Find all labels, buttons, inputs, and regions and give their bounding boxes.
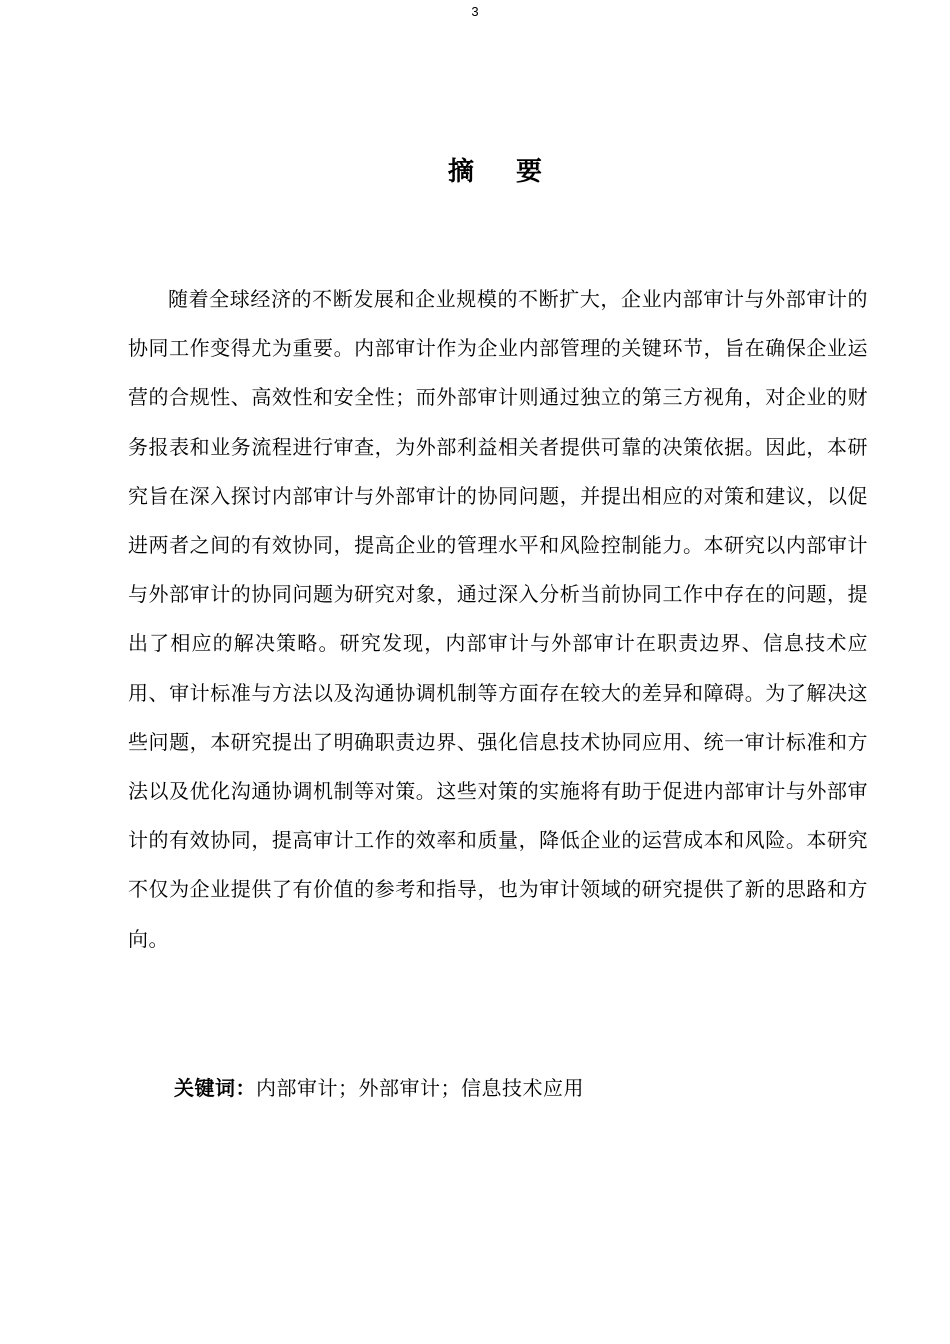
abstract-title-char-2: 要 bbox=[516, 157, 543, 187]
keywords-line bbox=[174, 1070, 868, 1106]
page-number: 3 bbox=[471, 4, 479, 19]
keywords-value: 内部审计；外部审计；信息技术应用 bbox=[256, 1076, 584, 1100]
keywords-label: 关键词： bbox=[174, 1076, 256, 1100]
abstract-body: 随着全球经济的不断发展和企业规模的不断扩大，企业内部审计与外部审计的协同工作变得尤为重要。内部审计作为企业内部管理的关键环节，旨在确保企业运营的合规性、高效性和安全性；而外部审计则通过独立的第三方视角，对企业的财务报表和业务流程进行审查，为外部利益相关者提供可靠的决策依据。因此，本研究旨在深入探讨内部审计与外部审计的协同问题，并提出相应的对策和建议，以促进两者之间的有效协同，提高企业的管理水平和风险控制能力。本研究以内部审计与外部审计的协同问题为研究对象，通过深入分析当前协同工作中存在的问题，提出了相应的解决策略。研究发现，内部审计与外部审计在职责边界、信息技术应用、审计标准与方法以及沟通协调机制等方面存在较大的差异和障碍。为了解决这些问题，本研究提出了明确职责边界、强化信息技术协同应用、统一审计标准和方法以及优化沟通协调机制等对策。这些对策的实施将有助于促进内部审计与外部审计的有效协同，提高审计工作的效率和质量，降低企业的运营成本和风险。本研究不仅为企业提供了有价值的参考和指导，也为审计领域的研究提供了新的思路和方向。 bbox=[128, 287, 868, 951]
abstract-title bbox=[0, 152, 950, 192]
abstract-title-char-1: 摘 bbox=[447, 157, 474, 187]
